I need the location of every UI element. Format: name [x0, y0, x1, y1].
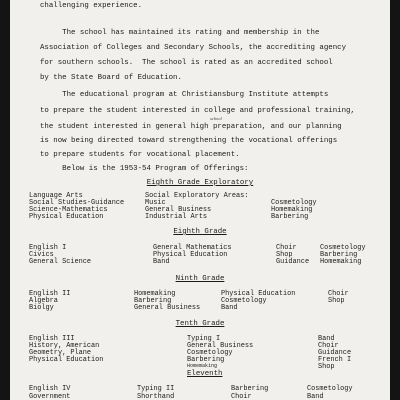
course-item: Language Arts: [29, 192, 83, 200]
paragraph-line: challenging experience.: [40, 2, 143, 10]
paragraph-line: by the State Board of Education.: [40, 74, 182, 82]
course-item: Physical Education: [29, 213, 104, 221]
course-item: General Mathematics: [153, 244, 232, 252]
course-item: Civics: [29, 251, 54, 259]
course-item: Choir: [318, 342, 339, 350]
course-item: Homemaking: [187, 363, 218, 369]
course-item: English II: [29, 290, 71, 298]
course-item: Typing I: [187, 335, 221, 343]
course-item: Cosmetology: [307, 385, 353, 393]
course-item: Cosmetology: [320, 244, 366, 252]
course-item: English III: [29, 335, 75, 343]
course-item: Barbering: [231, 385, 269, 393]
course-item: Government: [29, 393, 71, 400]
course-item: Barbering: [271, 213, 309, 221]
course-item: Homemaking: [271, 206, 313, 214]
course-item: Band: [221, 304, 238, 312]
course-item: Band: [307, 393, 324, 400]
course-item: Cosmetology: [271, 199, 317, 207]
course-item: Science-Mathematics: [29, 206, 108, 214]
course-item: Biolgy: [29, 304, 54, 312]
course-item: Band: [318, 335, 335, 343]
course-item: Social Exploratory Areas:: [145, 192, 249, 200]
course-item: Choir: [328, 290, 349, 298]
course-item: Cosmetology: [187, 349, 233, 357]
course-item: Barbering: [320, 251, 358, 259]
course-item: Typing II: [137, 385, 175, 393]
section-heading: Ninth Grade: [175, 275, 225, 283]
course-item: Industrial Arts: [145, 213, 208, 221]
course-item: Barbering: [187, 356, 225, 364]
course-item: General Business: [187, 342, 254, 350]
document-page: [10, 0, 390, 400]
paragraph-line: The school has maintained its rating and membership in the: [40, 29, 320, 37]
paragraph-line: is now being directed toward strengthening the vocational offerings: [40, 137, 338, 145]
course-item: General Science: [29, 258, 92, 266]
course-item: Physical Education: [153, 251, 228, 259]
section-heading: Eighth Grade: [173, 228, 227, 236]
course-item: English I: [29, 244, 67, 252]
course-item: Shorthand: [137, 393, 175, 400]
course-item: French I: [318, 356, 352, 364]
paragraph-line: to prepare students for vocational placement.: [40, 151, 240, 159]
course-item: Homemaking: [134, 290, 176, 298]
course-item: Geometry, Plane: [29, 349, 92, 357]
paragraph-line: Association of Colleges and Secondary Schools, the accrediting agency: [40, 44, 347, 52]
course-item: Band: [153, 258, 170, 266]
course-item: Shop: [318, 363, 335, 371]
course-item: Choir: [231, 393, 252, 400]
course-item: Homemaking: [320, 258, 362, 266]
section-heading: Tenth Grade: [175, 320, 225, 328]
course-item: Cosmetology: [221, 297, 267, 305]
course-item: Algebra: [29, 297, 58, 305]
course-item: Physical Education: [221, 290, 296, 298]
course-item: Physical Education: [29, 356, 104, 364]
course-item: English IV: [29, 385, 71, 393]
course-item: Music: [145, 199, 166, 207]
paragraph-line: Below is the 1953-54 Program of Offerings:: [40, 165, 249, 173]
handwritten-insert: school: [210, 116, 222, 121]
course-item: History, American: [29, 342, 100, 350]
course-item: Barbering: [134, 297, 172, 305]
course-item: Shop: [276, 251, 293, 259]
section-heading: Eighth Grade Exploratory: [146, 179, 254, 187]
paragraph-line: The educational program at Christiansburg Institute attempts: [40, 91, 329, 99]
course-item: Choir: [276, 244, 297, 252]
course-item: Guidance: [276, 258, 310, 266]
paragraph-line: for southern schools. The school is rated as an accredited school: [40, 59, 333, 67]
paragraph-line: the student interested in general high preparation, and our planning: [40, 123, 342, 131]
course-item: General Business: [145, 206, 212, 214]
course-item: Guidance: [318, 349, 352, 357]
paragraph-line: to prepare the student interested in college and professional training,: [40, 107, 355, 115]
section-heading: Eleventh: [187, 370, 223, 378]
course-item: General Business: [134, 304, 201, 312]
course-item: Shop: [328, 297, 345, 305]
course-item: Social Studies-Guidance: [29, 199, 125, 207]
